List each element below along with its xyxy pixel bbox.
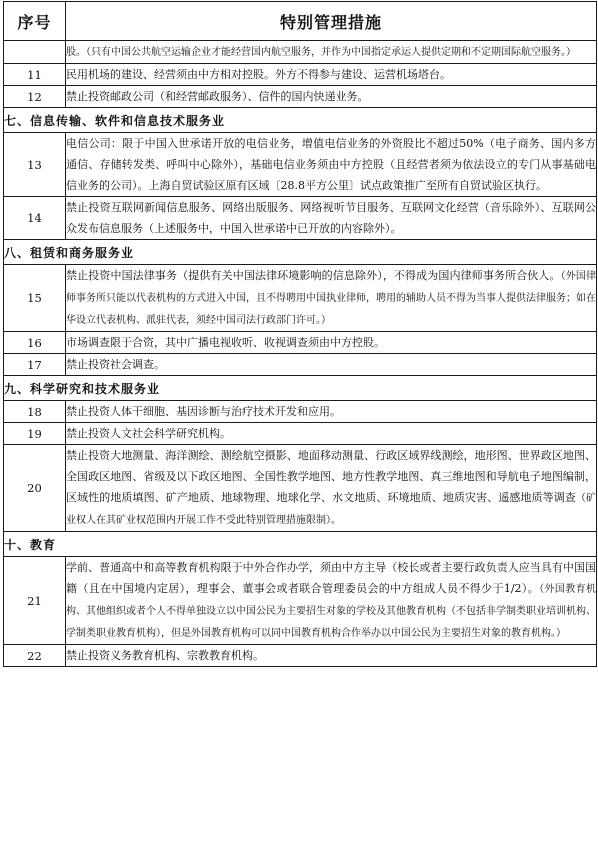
row-measure-text xyxy=(66,41,597,64)
row-number: 11 xyxy=(4,64,66,86)
section-row xyxy=(4,376,597,401)
row-number: 18 xyxy=(4,401,66,423)
table-row xyxy=(4,265,597,332)
row-measure-text: 民用机场的建设、经营须由中方相对控股。外方不得参与建设、运营机场塔台。 xyxy=(66,64,597,86)
row-measure-text: 禁止投资人体干细胞、基因诊断与治疗技术开发和应用。 xyxy=(66,401,597,423)
row-measure-note: （外国律师事务所只能以代表机构的方式进入中国，且不得聘用中国执业律师，聘用的辅助人员不得为当事人提供法律服务；如在华设立代表机构、派驻代表，须经中国司法行政部门许可。） xyxy=(66,271,597,326)
row-measure-text: 市场调查限于合资，其中广播电视收听、收视调查须由中方控股。 xyxy=(66,332,597,354)
row-measure-text xyxy=(66,265,597,332)
table-row xyxy=(4,445,597,532)
row-number: 17 xyxy=(4,354,66,376)
row-measure-note: 股。（只有中国公共航空运输企业才能经营国内航空服务，并作为中国指定承运人提供定期和不定期国际航空服务。） xyxy=(66,47,576,58)
table-row xyxy=(4,354,597,376)
row-number: 16 xyxy=(4,332,66,354)
table-row xyxy=(4,557,597,645)
row-measure-note: （矿业权人在其矿业权范围内开展工作不受此特别管理措施限制）。 xyxy=(66,493,597,526)
table-row xyxy=(4,423,597,445)
row-measure-text: 禁止投资人文社会科学研究机构。 xyxy=(66,423,597,445)
row-measure-text: 禁止投资邮政公司（和经营邮政服务）、信件的国内快递业务。 xyxy=(66,86,597,108)
row-measure-main: 禁止投资大地测量、海洋测绘、测绘航空摄影、地面移动测量、行政区域界线测绘，地形图、世界政区地图、全国政区地图、省级及以下政区地图、全国性教学地图、地方性教学地图、真三维地图和导航电子地图编制，区域性的地质填图、矿产地质、地球物理、地球化学、水文地质、环境地质、地质灾害、遥感地质等调查 xyxy=(66,449,596,504)
table-row xyxy=(4,332,597,354)
table-row xyxy=(4,645,597,667)
row-number: 15 xyxy=(4,265,66,332)
table-row xyxy=(4,401,597,423)
header-special-measures: 特别管理措施 xyxy=(66,2,597,41)
row-number: 13 xyxy=(4,133,66,197)
row-number: 20 xyxy=(4,445,66,532)
row-measure-text xyxy=(66,445,597,532)
section-heading: 八、租赁和商务服务业 xyxy=(4,240,597,265)
row-measure-text: 禁止投资义务教育机构、宗教教育机构。 xyxy=(66,645,597,667)
row-measure-text xyxy=(66,557,597,645)
row-measure-main: 学前、普通高中和高等教育机构限于中外合作办学，须由中方主导（校长或者主要行政负责人应当具有中国国籍（且在中国境内定居），理事会、董事会或者联合管理委员会的中方组成人员不得少于1/2）。 xyxy=(66,561,596,595)
row-number: 19 xyxy=(4,423,66,445)
table-row xyxy=(4,133,597,197)
row-number: 21 xyxy=(4,557,66,645)
row-measure-main: 禁止投资中国法律事务（提供有关中国法律环境影响的信息除外），不得成为国内律师事务所合伙人。 xyxy=(66,269,561,282)
section-heading: 九、科学研究和技术服务业 xyxy=(4,376,597,401)
section-row xyxy=(4,240,597,265)
header-serial-number: 序号 xyxy=(4,2,66,41)
section-heading: 十、教育 xyxy=(4,532,597,557)
table-row xyxy=(4,197,597,240)
row-measure-text: 电信公司：限于中国入世承诺开放的电信业务，增值电信业务的外资股比不超过50%（电子商务、国内多方通信、存储转发类、呼叫中心除外），基础电信业务须由中方控股（且经营者须为依法设立的专门从事基础电信业务的公司）。上海自贸试验区原有区域〔28.8平方公里〕试点政策推广至所有自贸试验区执行。 xyxy=(66,133,597,197)
table-row xyxy=(4,64,597,86)
section-heading: 七、信息传输、软件和信息技术服务业 xyxy=(4,108,597,133)
special-measures-table xyxy=(3,1,597,667)
row-number: 12 xyxy=(4,86,66,108)
table-row xyxy=(4,86,597,108)
row-measure-text: 禁止投资社会调查。 xyxy=(66,354,597,376)
row-number: 22 xyxy=(4,645,66,667)
row-number xyxy=(4,41,66,64)
row-measure-text: 禁止投资互联网新闻信息服务、网络出版服务、网络视听节目服务、互联网文化经营（音乐除外）、互联网公众发布信息服务（上述服务中，中国入世承诺中已开放的内容除外）。 xyxy=(66,197,597,240)
table-row xyxy=(4,41,597,64)
row-number: 14 xyxy=(4,197,66,240)
row-measure-note: （外国教育机构、其他组织或者个人不得单独设立以中国公民为主要招生对象的学校及其他教育机构（不包括非学制类职业培训机构、学制类职业教育机构），但是外国教育机构可以同中国教育机构合作举办以中国公民为主要招生对象的教育机构。） xyxy=(66,584,597,639)
section-row xyxy=(4,108,597,133)
section-row xyxy=(4,532,597,557)
table-header-row xyxy=(4,2,597,41)
